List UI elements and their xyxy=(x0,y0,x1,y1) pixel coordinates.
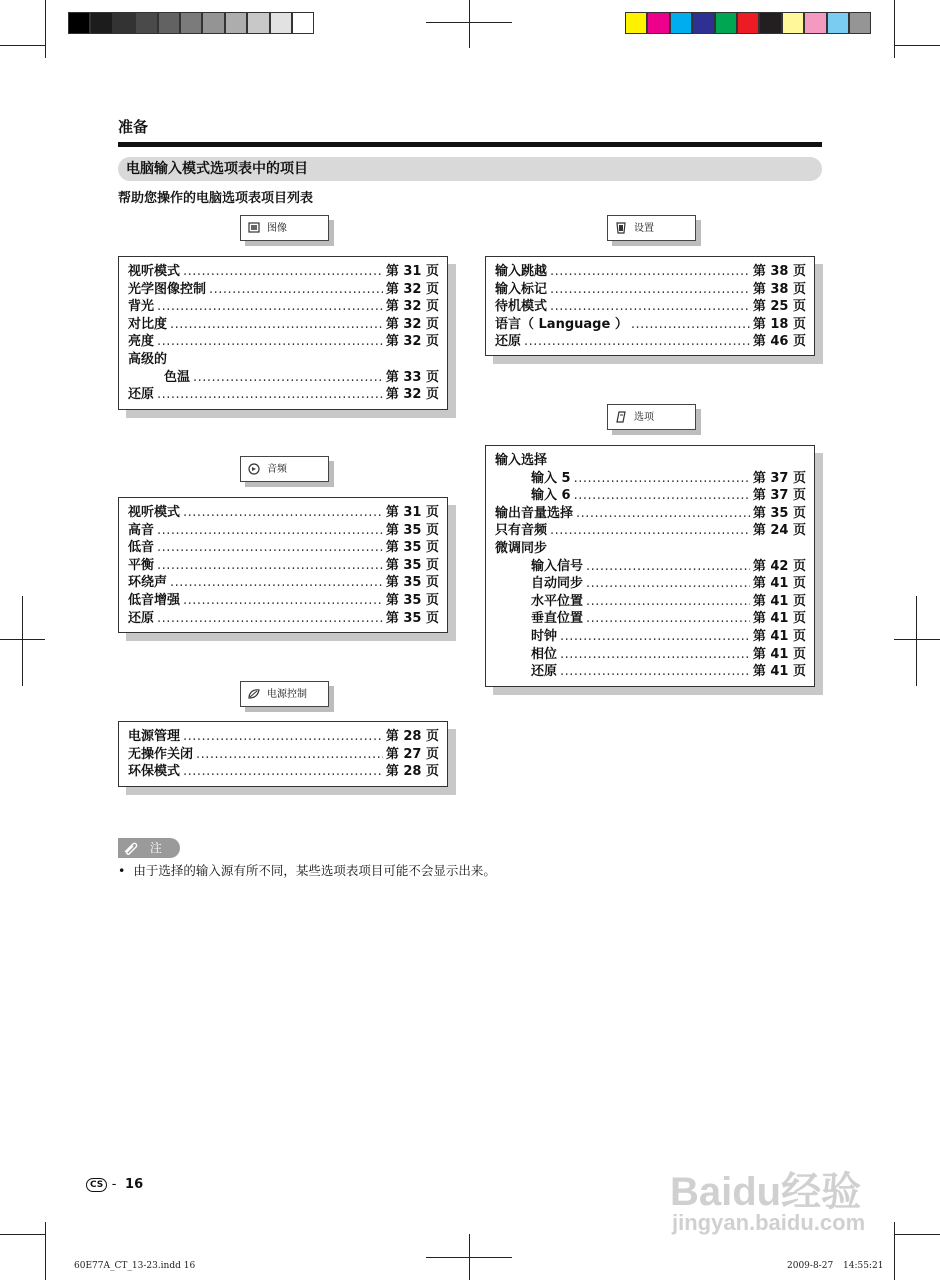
tab-label: 音频 xyxy=(267,464,287,475)
menu-entry xyxy=(495,316,806,334)
calibration-swatch xyxy=(247,12,269,34)
menu-entry-page: 第 35 页 xyxy=(385,610,439,626)
menu-entry xyxy=(495,540,806,558)
menu-entry xyxy=(495,663,806,681)
menu-entry-label: 亮度 xyxy=(128,334,155,350)
menu-entry-page: 第 32 页 xyxy=(385,316,439,332)
menu-entry-page: 第 41 页 xyxy=(752,664,806,680)
menu-entry xyxy=(495,628,806,646)
menu-entry-page: 第 37 页 xyxy=(752,488,806,504)
menu-entry-page: 第 24 页 xyxy=(752,523,806,539)
menu-entry xyxy=(495,333,806,351)
menu-entry-label: 视听模式 xyxy=(128,264,181,279)
menu-entry-page: 第 28 页 xyxy=(385,764,439,780)
tab-label: 设置 xyxy=(634,223,654,234)
setup-icon xyxy=(614,222,628,234)
watermark-brand: Baidu经验 xyxy=(670,1170,862,1214)
menu-entry-page: 第 31 页 xyxy=(385,264,439,279)
menu-entry-label: 还原 xyxy=(128,387,155,403)
menu-entry-page: 第 41 页 xyxy=(752,628,806,644)
calibration-swatch xyxy=(759,12,781,34)
section-rule xyxy=(118,142,822,147)
tab-picture xyxy=(240,215,329,241)
dot-leader xyxy=(550,281,750,299)
tab-label: 电源控制 xyxy=(267,689,307,700)
menu-entry-label: 输入跳越 xyxy=(495,264,548,279)
tab-setup xyxy=(607,215,696,241)
menu-entry xyxy=(128,557,439,575)
dot-leader xyxy=(550,522,750,540)
dot-leader xyxy=(586,610,750,628)
menu-entry-label: 还原 xyxy=(531,664,558,680)
menu-entry-label: 低音 xyxy=(128,540,155,556)
menu-entry-label: 微调同步 xyxy=(495,540,548,556)
dot-leader xyxy=(196,746,383,764)
menu-entry-label: 只有音频 xyxy=(495,523,548,539)
menu-entry xyxy=(495,646,806,664)
menu-entry xyxy=(495,505,806,523)
tab-audio xyxy=(240,456,329,482)
menu-entry-page: 第 25 页 xyxy=(752,299,806,315)
menu-entry xyxy=(495,298,806,316)
note-badge xyxy=(118,838,180,858)
panel-setup xyxy=(485,256,815,356)
dot-leader xyxy=(157,539,383,557)
calibration-swatch xyxy=(90,12,112,34)
menu-entry-page: 第 41 页 xyxy=(752,593,806,609)
footer-filename: 60E77A_CT_13-23.indd 16 xyxy=(74,1261,196,1271)
menu-entry xyxy=(128,298,439,316)
dot-leader xyxy=(550,263,750,281)
menu-entry-page: 第 35 页 xyxy=(385,592,439,608)
dot-leader xyxy=(560,628,750,646)
audio-icon xyxy=(247,463,261,475)
menu-entry-label: 视听模式 xyxy=(128,505,181,520)
menu-entry-label: 自动同步 xyxy=(531,576,584,592)
calibration-swatch xyxy=(158,12,180,34)
menu-entry-label: 还原 xyxy=(128,610,155,626)
menu-entry-page: 第 27 页 xyxy=(385,746,439,762)
calibration-swatch xyxy=(715,12,737,34)
menu-entry-page: 第 41 页 xyxy=(752,611,806,627)
calibration-swatch xyxy=(225,12,247,34)
menu-entry-label: 平衡 xyxy=(128,557,155,573)
calibration-swatch xyxy=(180,12,202,34)
menu-entry xyxy=(495,610,806,628)
tab-label: 选项 xyxy=(634,412,654,423)
banner-heading: 电脑输入模式选项表中的项目 xyxy=(118,157,822,181)
dot-leader xyxy=(157,386,383,404)
dot-leader xyxy=(560,646,750,664)
menu-entry xyxy=(495,522,806,540)
menu-entry xyxy=(128,386,439,404)
paperclip-icon xyxy=(122,842,140,856)
menu-entry xyxy=(128,281,439,299)
note-badge-label: 注 xyxy=(149,841,162,855)
dot-leader xyxy=(183,592,383,610)
language-badge: CS xyxy=(86,1178,107,1192)
menu-entry-page: 第 46 页 xyxy=(752,334,806,350)
panel-picture xyxy=(118,256,448,410)
menu-entry-page: 第 38 页 xyxy=(752,281,806,297)
calibration-swatch xyxy=(804,12,826,34)
menu-entry-label: 高音 xyxy=(128,522,155,538)
menu-entry-label: 环绕声 xyxy=(128,575,168,591)
menu-entry xyxy=(495,593,806,611)
dot-leader xyxy=(183,763,383,781)
menu-entry-page: 第 18 页 xyxy=(752,316,806,332)
menu-entry-label: 电源管理 xyxy=(128,729,181,744)
menu-entry xyxy=(495,452,806,470)
dot-leader xyxy=(586,558,750,576)
menu-entry-page: 第 33 页 xyxy=(385,369,439,385)
menu-entry xyxy=(128,574,439,592)
calibration-swatch xyxy=(647,12,669,34)
calibration-swatch xyxy=(625,12,647,34)
menu-entry xyxy=(128,369,439,387)
footer-time: 14:55:21 xyxy=(843,1261,884,1271)
menu-entry xyxy=(128,539,439,557)
calibration-swatch xyxy=(68,12,90,34)
dot-leader xyxy=(560,663,750,681)
menu-entry xyxy=(128,763,439,781)
menu-entry xyxy=(128,333,439,351)
dot-leader xyxy=(183,263,383,281)
dot-leader xyxy=(193,369,383,387)
menu-entry-label: 高级的 xyxy=(128,351,168,367)
dot-leader xyxy=(157,557,383,575)
panel-audio xyxy=(118,497,448,633)
menu-entry xyxy=(128,504,439,522)
panel-option xyxy=(485,445,815,687)
dot-leader xyxy=(550,298,750,316)
menu-entry-page: 第 35 页 xyxy=(385,557,439,573)
power-control-icon xyxy=(247,688,261,700)
menu-entry-page: 第 28 页 xyxy=(385,729,439,744)
menu-entry-label: 输入 5 xyxy=(531,470,571,486)
dot-leader xyxy=(209,281,383,299)
menu-entry-label: 输入信号 xyxy=(531,558,584,574)
menu-entry-page: 第 32 页 xyxy=(385,281,439,297)
menu-entry xyxy=(495,487,806,505)
menu-entry-label: 语言（ Language ） xyxy=(495,316,628,332)
menu-entry-label: 输入标记 xyxy=(495,281,548,297)
menu-entry xyxy=(128,522,439,540)
calibration-swatch xyxy=(849,12,871,34)
menu-entry-label: 低音增强 xyxy=(128,592,181,608)
menu-entry xyxy=(128,316,439,334)
note-text-content: 由于选择的输入源有所不同，某些选项表项目可能不会显示出来。 xyxy=(133,863,496,878)
menu-entry xyxy=(495,470,806,488)
dot-leader xyxy=(183,728,383,746)
tab-option xyxy=(607,404,696,430)
dot-leader xyxy=(157,522,383,540)
menu-entry xyxy=(128,351,439,369)
page-number-value: 16 xyxy=(125,1177,144,1192)
section-title: 准备 xyxy=(118,118,149,136)
dot-leader xyxy=(170,316,383,334)
menu-entry-label: 水平位置 xyxy=(531,593,584,609)
dot-leader xyxy=(586,593,750,611)
page-number xyxy=(86,1177,143,1192)
menu-entry-label: 输入 6 xyxy=(531,488,571,504)
menu-entry-page: 第 41 页 xyxy=(752,646,806,662)
menu-entry-label: 对比度 xyxy=(128,316,168,332)
menu-entry-page: 第 35 页 xyxy=(385,522,439,538)
menu-entry-page: 第 32 页 xyxy=(385,334,439,350)
menu-entry-label: 还原 xyxy=(495,334,522,350)
dot-leader xyxy=(586,575,750,593)
menu-entry xyxy=(128,610,439,628)
menu-entry-page: 第 41 页 xyxy=(752,576,806,592)
menu-entry-label: 待机模式 xyxy=(495,299,548,315)
menu-entry xyxy=(128,263,439,281)
dot-leader xyxy=(574,470,750,488)
tab-power-control xyxy=(240,681,329,707)
menu-entry-page: 第 35 页 xyxy=(385,540,439,556)
subtitle: 帮助您操作的电脑选项表项目列表 xyxy=(118,191,314,206)
menu-entry-page: 第 32 页 xyxy=(385,387,439,403)
menu-entry xyxy=(495,263,806,281)
menu-entry xyxy=(128,728,439,746)
picture-icon xyxy=(247,222,261,234)
menu-entry-label: 无操作关闭 xyxy=(128,746,194,762)
calibration-swatch xyxy=(270,12,292,34)
menu-entry-page: 第 32 页 xyxy=(385,299,439,315)
dot-leader xyxy=(157,610,383,628)
menu-entry-page: 第 35 页 xyxy=(385,575,439,591)
menu-entry-label: 垂直位置 xyxy=(531,611,584,627)
watermark-url: jingyan.baidu.com xyxy=(672,1210,866,1235)
dot-leader xyxy=(631,316,750,334)
footer-date: 2009-8-27 xyxy=(787,1261,834,1271)
menu-entry-label: 背光 xyxy=(128,299,155,315)
menu-entry xyxy=(128,746,439,764)
tab-label: 图像 xyxy=(267,223,287,234)
dot-leader xyxy=(183,504,383,522)
menu-entry-label: 相位 xyxy=(531,646,558,662)
dot-leader xyxy=(157,298,383,316)
menu-entry-label: 色温 xyxy=(164,369,191,385)
menu-entry-page: 第 37 页 xyxy=(752,470,806,486)
menu-entry xyxy=(128,592,439,610)
option-icon xyxy=(614,411,628,423)
calibration-swatch xyxy=(670,12,692,34)
page-number-separator: - xyxy=(111,1177,117,1192)
calibration-swatch xyxy=(113,12,135,34)
note-text: • 由于选择的输入源有所不同，某些选项表项目可能不会显示出来。 xyxy=(118,863,496,878)
menu-entry-page: 第 31 页 xyxy=(385,505,439,520)
menu-entry xyxy=(495,281,806,299)
dot-leader xyxy=(170,574,383,592)
calibration-swatch xyxy=(782,12,804,34)
calibration-swatch xyxy=(692,12,714,34)
menu-entry-label: 输入选择 xyxy=(495,453,548,468)
menu-entry xyxy=(495,558,806,576)
calibration-swatch xyxy=(202,12,224,34)
menu-entry-page: 第 42 页 xyxy=(752,558,806,574)
calibration-swatch xyxy=(135,12,157,34)
menu-entry-page: 第 38 页 xyxy=(752,264,806,279)
calibration-swatch xyxy=(292,12,314,34)
menu-entry-label: 输出音量选择 xyxy=(495,505,574,521)
dot-leader xyxy=(574,487,750,505)
menu-entry-label: 环保模式 xyxy=(128,764,181,780)
panel-power-control xyxy=(118,721,448,787)
menu-entry-page: 第 35 页 xyxy=(752,505,806,521)
calibration-swatch xyxy=(737,12,759,34)
dot-leader xyxy=(576,505,750,523)
dot-leader xyxy=(524,333,750,351)
menu-entry xyxy=(495,575,806,593)
menu-entry-label: 光学图像控制 xyxy=(128,281,207,297)
dot-leader xyxy=(157,333,383,351)
calibration-swatch xyxy=(827,12,849,34)
menu-entry-label: 时钟 xyxy=(531,628,558,644)
